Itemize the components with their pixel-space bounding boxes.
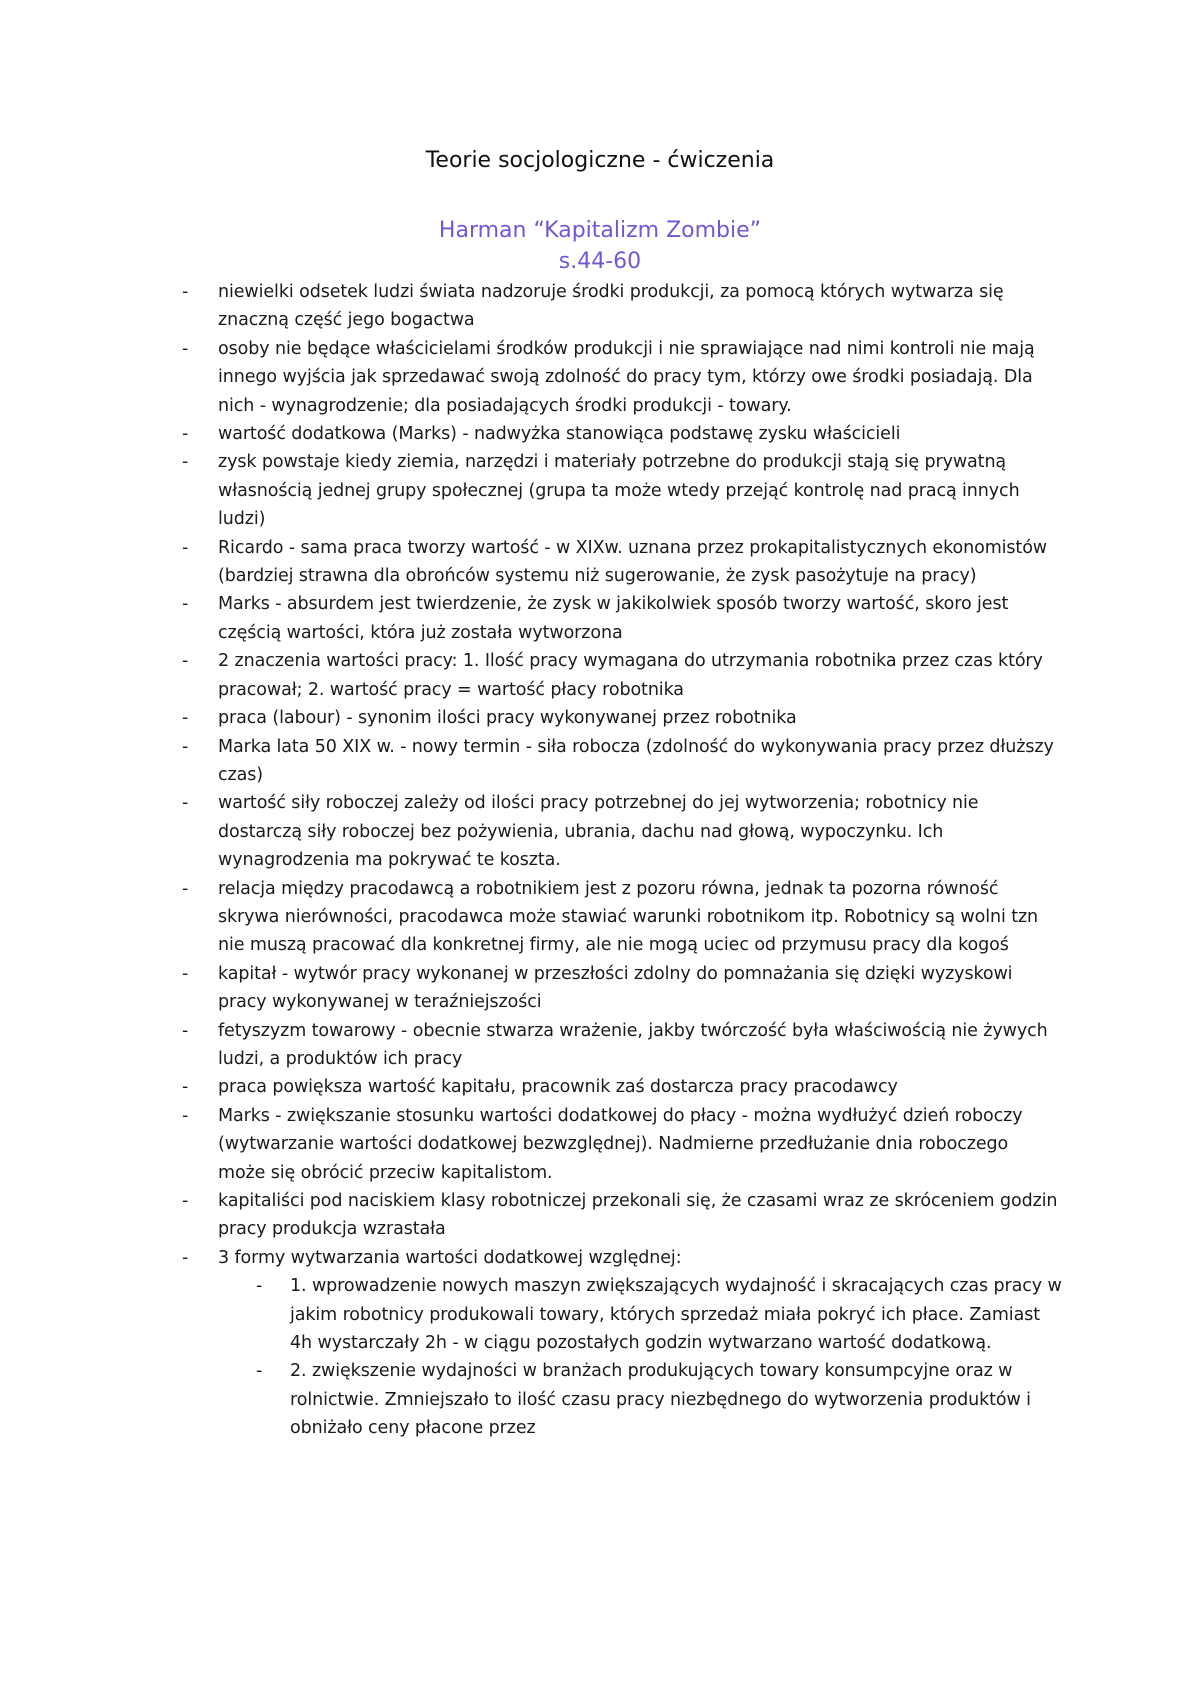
list-item [0, 1073, 1200, 1101]
list-item [0, 647, 1200, 704]
list-item [0, 1187, 1200, 1244]
bullet-dash: - [182, 736, 189, 757]
bullet-dash: - [182, 793, 189, 814]
sub-list-container [0, 1272, 1200, 1442]
list-item [0, 733, 1200, 790]
bullet-dash: - [182, 338, 189, 359]
list-item-text: praca powiększa wartość kapitału, pracownik zaś dostarcza pracy pracodawcy [218, 1077, 898, 1098]
bullet-dash: - [256, 1276, 263, 1297]
sub-list-item [0, 1357, 1200, 1442]
list-item [0, 704, 1200, 732]
bullet-dash: - [256, 1361, 263, 1382]
list-item-text: zysk powstaje kiedy ziemia, narzędzi i materiały potrzebne do produkcji stają się prywatną własnością jednej grupy społecznej (grupa ta może wtedy przejąć kontrolę nad pracą innych ludzi) [218, 452, 1020, 530]
list-item-text: fetyszyzm towarowy - obecnie stwarza wrażenie, jakby twórczość była właściwością nie żywych ludzi, a produktów ich pracy [218, 1020, 1048, 1069]
sub-list-item-text: 2. zwiększenie wydajności w branżach produkujących towary konsumpcyjne oraz w rolnictwie. Zmniejszało to ilość czasu pracy niezbędnego do wytworzenia produktów i obniżało ceny płacone przez [290, 1361, 1031, 1439]
page-range: s.44-60 [558, 249, 642, 274]
list-item [0, 1102, 1200, 1187]
list-item-text: 3 formy wytwarzania wartości dodatkowej względnej: [218, 1247, 682, 1268]
bullet-dash: - [182, 1191, 189, 1211]
list-item [0, 335, 1200, 420]
bullet-dash: - [182, 282, 189, 302]
list-item-text: Marks - zwiększanie stosunku wartości dodatkowej do płacy - można wydłużyć dzień roboczy (wytwarzanie wartości dodatkowej bezwzględnej). Nadmierne przedłużanie dnia roboczego może się obrócić przeciw kapitalistom. [218, 1105, 1023, 1183]
list-item-text: 2 znaczenia wartości pracy: 1. Ilość pracy wymagana do utrzymania robotnika przez czas który pracował; 2. wartość pracy = wartość płacy robotnika [218, 651, 1043, 700]
list-item-text: kapitaliści pod naciskiem klasy robotniczej przekonali się, że czasami wraz ze skróceniem godzin pracy produkcja wzrastała [218, 1191, 1058, 1240]
list-item-text: osoby nie będące właścicielami środków produkcji i nie sprawiające nad nimi kontroli nie mają innego wyjścia jak sprzedawać swoją zdolność do pracy tym, którzy owe środki posiadają. Dla nich - wynagrodzenie; dla posiadających środki produkcji - towary. [218, 338, 1035, 416]
bullet-dash: - [182, 1077, 189, 1098]
bullet-dash: - [182, 1105, 189, 1126]
list-item [0, 875, 1200, 960]
list-item-text: wartość dodatkowa (Marks) - nadwyżka stanowiąca podstawę zysku właścicieli [218, 424, 901, 445]
list-item [0, 789, 1200, 874]
bullet-dash: - [182, 537, 189, 558]
list-item-text: Ricardo - sama praca tworzy wartość - w XIXw. uznana przez prokapitalistycznych ekonomistów (bardziej strawna dla obrońców systemu niż sugerowanie, że zysk pasożytuje na pracy) [218, 537, 1048, 587]
list-item-text: kapitał - wytwór pracy wykonanej w przeszłości zdolny do pomnażania się dzięki wyzyskowi pracy wykonywanej w teraźniejszości [218, 963, 1013, 1013]
list-item-text: relacja między pracodawcą a robotnikiem jest z pozoru równa, jednak ta pozorna równość skrywa nierówności, pracodawca może stawiać warunki robotnikom itp. Robotnicy są wolni tzn nie muszą pracować dla konkretnej firmy, ale nie mogą uciec od przymusu pracy dla kogoś [218, 878, 1039, 956]
sub-list [0, 1272, 1200, 1442]
bullet-dash: - [182, 424, 189, 445]
bullet-dash: - [182, 708, 189, 729]
bullet-dash: - [182, 878, 189, 899]
document-title: Teorie socjologiczne - ćwiczenia [425, 148, 775, 173]
list-item [0, 448, 1200, 533]
list-item [0, 960, 1200, 1017]
bullet-dash: - [182, 651, 189, 672]
list-item-text: wartość siły roboczej zależy od ilości pracy potrzebnej do jej wytworzenia; robotnicy nie dostarczą siły roboczej bez pożywienia, ubrania, dachu nad głową, wypoczynku. Ich wynagrodzenia ma pokrywać te koszta. [218, 793, 979, 871]
list-item [0, 1017, 1200, 1074]
list-item-text: niewielki odsetek ludzi świata nadzoruje środki produkcji, za pomocą których wytwarza się znaczną część jego bogactwa [218, 282, 1004, 331]
list-item-text: Marka lata 50 XIX w. - nowy termin - siła robocza (zdolność do wykonywania pracy przez dłuższy czas) [218, 736, 1054, 785]
sub-list-item [0, 1272, 1200, 1357]
sub-list-item-text: 1. wprowadzenie nowych maszyn zwiększających wydajność i skracających czas pracy w jakim robotnicy produkowali towary, których sprzedaż miała pokryć ich płace. Zamiast 4h wystarczały 2h - w ciągu pozostałych godzin wytwarzano wartość dodatkową. [290, 1276, 1062, 1354]
notes-list [0, 278, 1200, 1443]
bullet-dash: - [182, 963, 189, 984]
list-item [0, 590, 1200, 647]
bullet-dash: - [182, 1020, 189, 1041]
bullet-dash: - [182, 1247, 189, 1268]
source-title: Harman “Kapitalizm Zombie” [438, 218, 762, 243]
list-item [0, 1244, 1200, 1272]
list-item [0, 420, 1200, 448]
list-item [0, 534, 1200, 591]
bullet-dash: - [182, 594, 189, 615]
bullet-dash: - [182, 452, 189, 473]
list-item-text: praca (labour) - synonim ilości pracy wykonywanej przez robotnika [218, 708, 797, 729]
list-item-text: Marks - absurdem jest twierdzenie, że zysk w jakikolwiek sposób tworzy wartość, skoro jest częścią wartości, która już została wytworzona [218, 594, 1009, 643]
list-item [0, 278, 1200, 335]
